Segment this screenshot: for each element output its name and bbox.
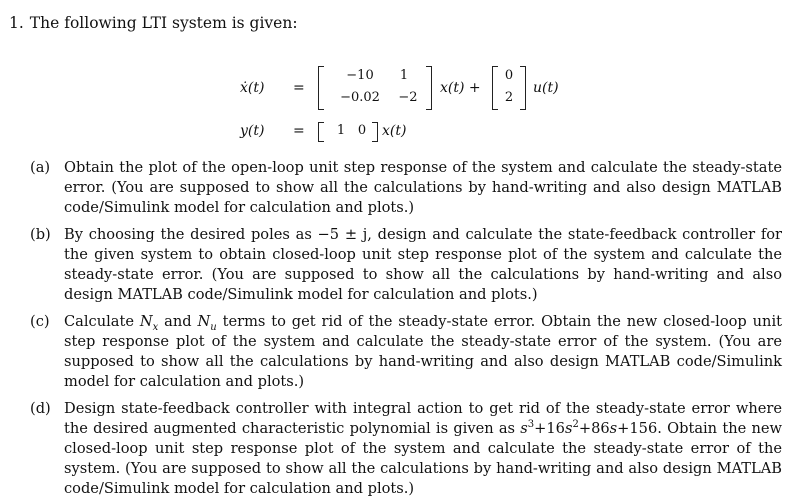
part-a <box>30 158 782 218</box>
poly-coef-86: +86 <box>578 420 610 437</box>
part-c-text-post: terms to get rid of the steady-state error. Obtain the new closed-loop unit step response plot of the system and calculate the steady-state error of the system. (You are supposed to show all the calculations by hand-writing and also design MATLAB code/Simulink model for calculation and plots.) <box>64 313 782 390</box>
part-b-text: By choosing the desired poles as −5 ± j, design and calculate the state-feedback controller for the given system to obtain closed-loop unit step response plot of the system and calculate the steady-state error. (You are supposed to show all the calculations by hand-writing and also design MATLAB code/Simulink model for calculation and plots.) <box>64 226 782 303</box>
part-c-text-pre: Calculate <box>64 313 140 330</box>
part-a-label: (a) <box>30 159 51 176</box>
poly-constant: +156 <box>617 420 658 437</box>
state-eq-u-term: u(t) <box>533 80 559 96</box>
part-d <box>30 399 782 499</box>
part-a-text: Obtain the plot of the open-loop unit step response of the system and calculate the steady-state error. (You are supposed to show all the calculations by hand-writing and also design MATLAB code/Simulink model for calculation and plots.) <box>64 159 782 216</box>
nu-subscript: u <box>210 321 217 333</box>
matrix-b-2: 2 <box>504 90 514 105</box>
part-d-label: (d) <box>30 400 51 417</box>
part-c-text-mid: and <box>158 313 198 330</box>
matrix-b-right-bracket <box>520 66 526 110</box>
problem-heading <box>9 13 298 33</box>
matrix-c-right-bracket <box>372 122 378 142</box>
matrix-a-12: 1 <box>399 68 409 83</box>
poly-s-cubed: s <box>520 420 528 437</box>
state-space-equations <box>0 60 812 160</box>
output-eq-x-term: x(t) <box>382 123 407 139</box>
poly-s-squared: s <box>564 420 573 437</box>
output-eq-lhs: y(t) <box>240 123 265 139</box>
state-eq-equals: = <box>293 80 305 96</box>
nx-symbol: N <box>139 313 153 330</box>
poly-exp-3: 3 <box>527 419 535 431</box>
poly-s: s <box>609 420 618 437</box>
problem-intro: The following LTI system is given: <box>29 14 298 32</box>
part-c <box>30 312 782 392</box>
matrix-b-left-bracket <box>492 66 498 110</box>
matrix-a-11: −10 <box>346 68 374 83</box>
part-b <box>30 225 782 305</box>
poly-exp-2: 2 <box>572 419 579 431</box>
matrix-c-2: 0 <box>357 123 367 138</box>
nx-subscript: x <box>152 321 159 333</box>
matrix-c-1: 1 <box>336 123 346 138</box>
state-eq-lhs: ẋ(t) <box>240 80 265 96</box>
part-c-label: (c) <box>30 313 50 330</box>
matrix-b-1: 0 <box>504 68 514 83</box>
poly-coef-16: +16 <box>534 420 565 437</box>
matrix-a-21: −0.02 <box>340 90 380 105</box>
part-d-text <box>64 399 782 499</box>
part-c-text <box>64 312 782 392</box>
nu-symbol: N <box>197 313 211 330</box>
output-eq-equals: = <box>293 123 305 139</box>
part-d-text-pre: Design state-feedback controller with integral action to get rid of the steady-state error where the desired augmented characteristic polynomial is given as <box>64 400 782 437</box>
part-d-text-post: . Obtain the new closed-loop unit step response plot of the system and calculate the steady-state error of the system. (You are supposed to show all the calculations by hand-writing and also design MATLAB code/Simulink model for calculation and plots.) <box>64 420 782 497</box>
matrix-a-22: −2 <box>398 90 418 105</box>
part-b-label: (b) <box>30 226 51 243</box>
matrix-a-right-bracket <box>426 66 432 110</box>
matrix-c-left-bracket <box>318 122 324 142</box>
state-eq-x-term: x(t) + <box>440 80 481 96</box>
problem-number: 1. <box>9 14 24 32</box>
matrix-a-left-bracket <box>318 66 324 110</box>
